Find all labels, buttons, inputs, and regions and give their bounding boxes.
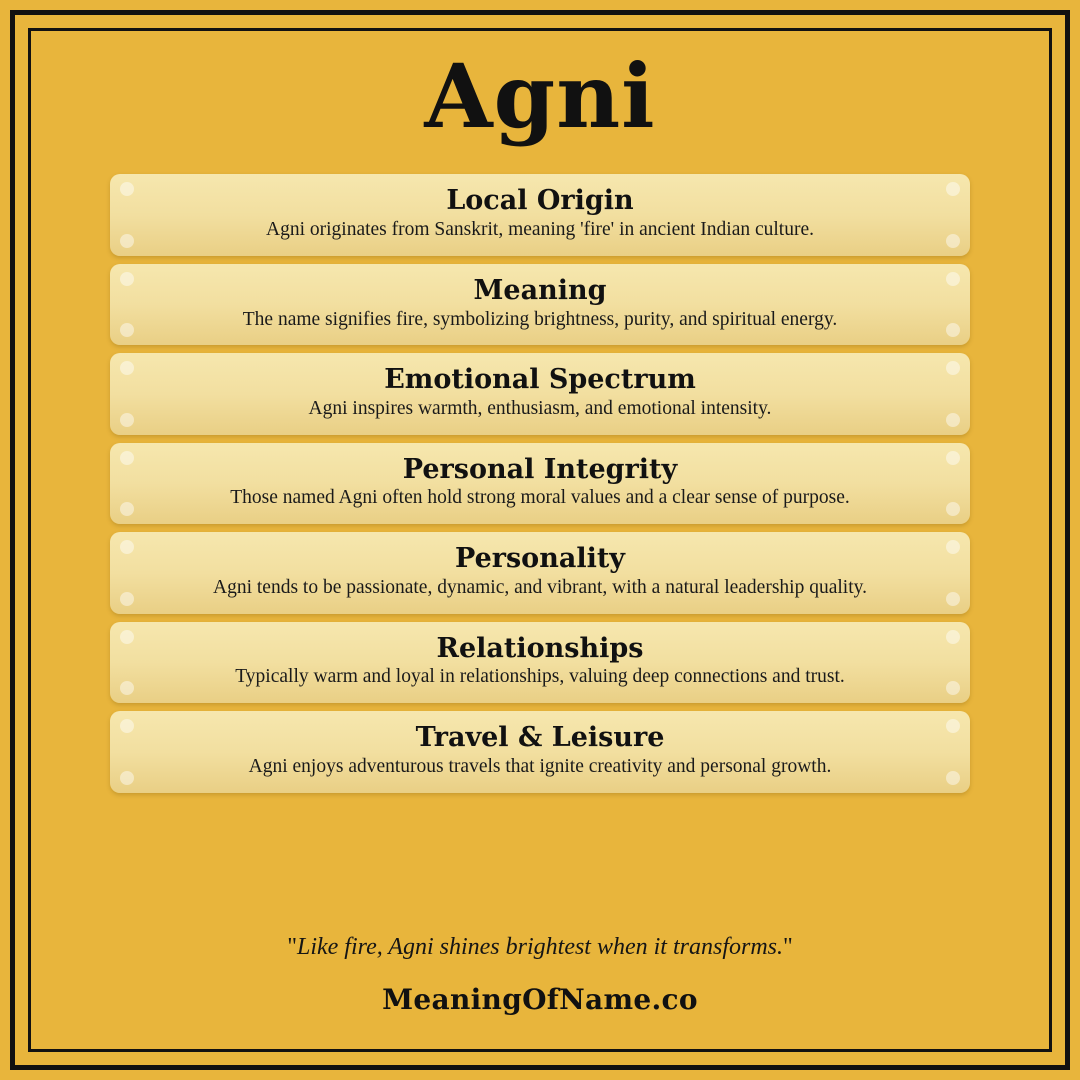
list-item — [110, 622, 970, 703]
quote-close-mark: " — [783, 934, 793, 960]
section-heading: Local Origin — [446, 185, 634, 217]
tagline-text: Like fire, Agni shines brightest when it transforms. — [296, 934, 783, 960]
list-item — [110, 532, 970, 613]
section-list — [110, 174, 970, 792]
section-body: Typically warm and loyal in relationships, valuing deep connections and trust. — [235, 666, 845, 688]
section-heading: Travel & Leisure — [415, 722, 665, 754]
brand-name: MeaningOfName.co — [382, 983, 698, 1016]
page-title: Agni — [424, 44, 656, 148]
list-item — [110, 353, 970, 434]
section-body: Agni tends to be passionate, dynamic, and vibrant, with a natural leadership quality. — [213, 576, 867, 598]
section-heading: Personal Integrity — [402, 453, 678, 485]
poster-content — [40, 40, 1040, 1040]
list-item — [110, 711, 970, 792]
list-item — [110, 443, 970, 524]
list-item — [110, 264, 970, 345]
section-body: Agni enjoys adventurous travels that ignite creativity and personal growth. — [248, 755, 832, 777]
section-body: Those named Agni often hold strong moral values and a clear sense of purpose. — [230, 487, 850, 509]
section-body: Agni inspires warmth, enthusiasm, and emotional intensity. — [308, 398, 772, 420]
quote-open-mark: " — [287, 934, 297, 960]
tagline-quote — [40, 934, 1040, 961]
list-item — [110, 174, 970, 255]
section-body: Agni originates from Sanskrit, meaning 'fire' in ancient Indian culture. — [266, 219, 814, 241]
section-heading: Relationships — [436, 632, 644, 664]
section-heading: Personality — [455, 543, 625, 575]
section-body: The name signifies fire, symbolizing brightness, purity, and spiritual energy. — [242, 308, 838, 330]
section-heading: Meaning — [473, 274, 607, 306]
poster-footer — [40, 934, 1040, 1040]
section-heading: Emotional Spectrum — [384, 364, 696, 396]
